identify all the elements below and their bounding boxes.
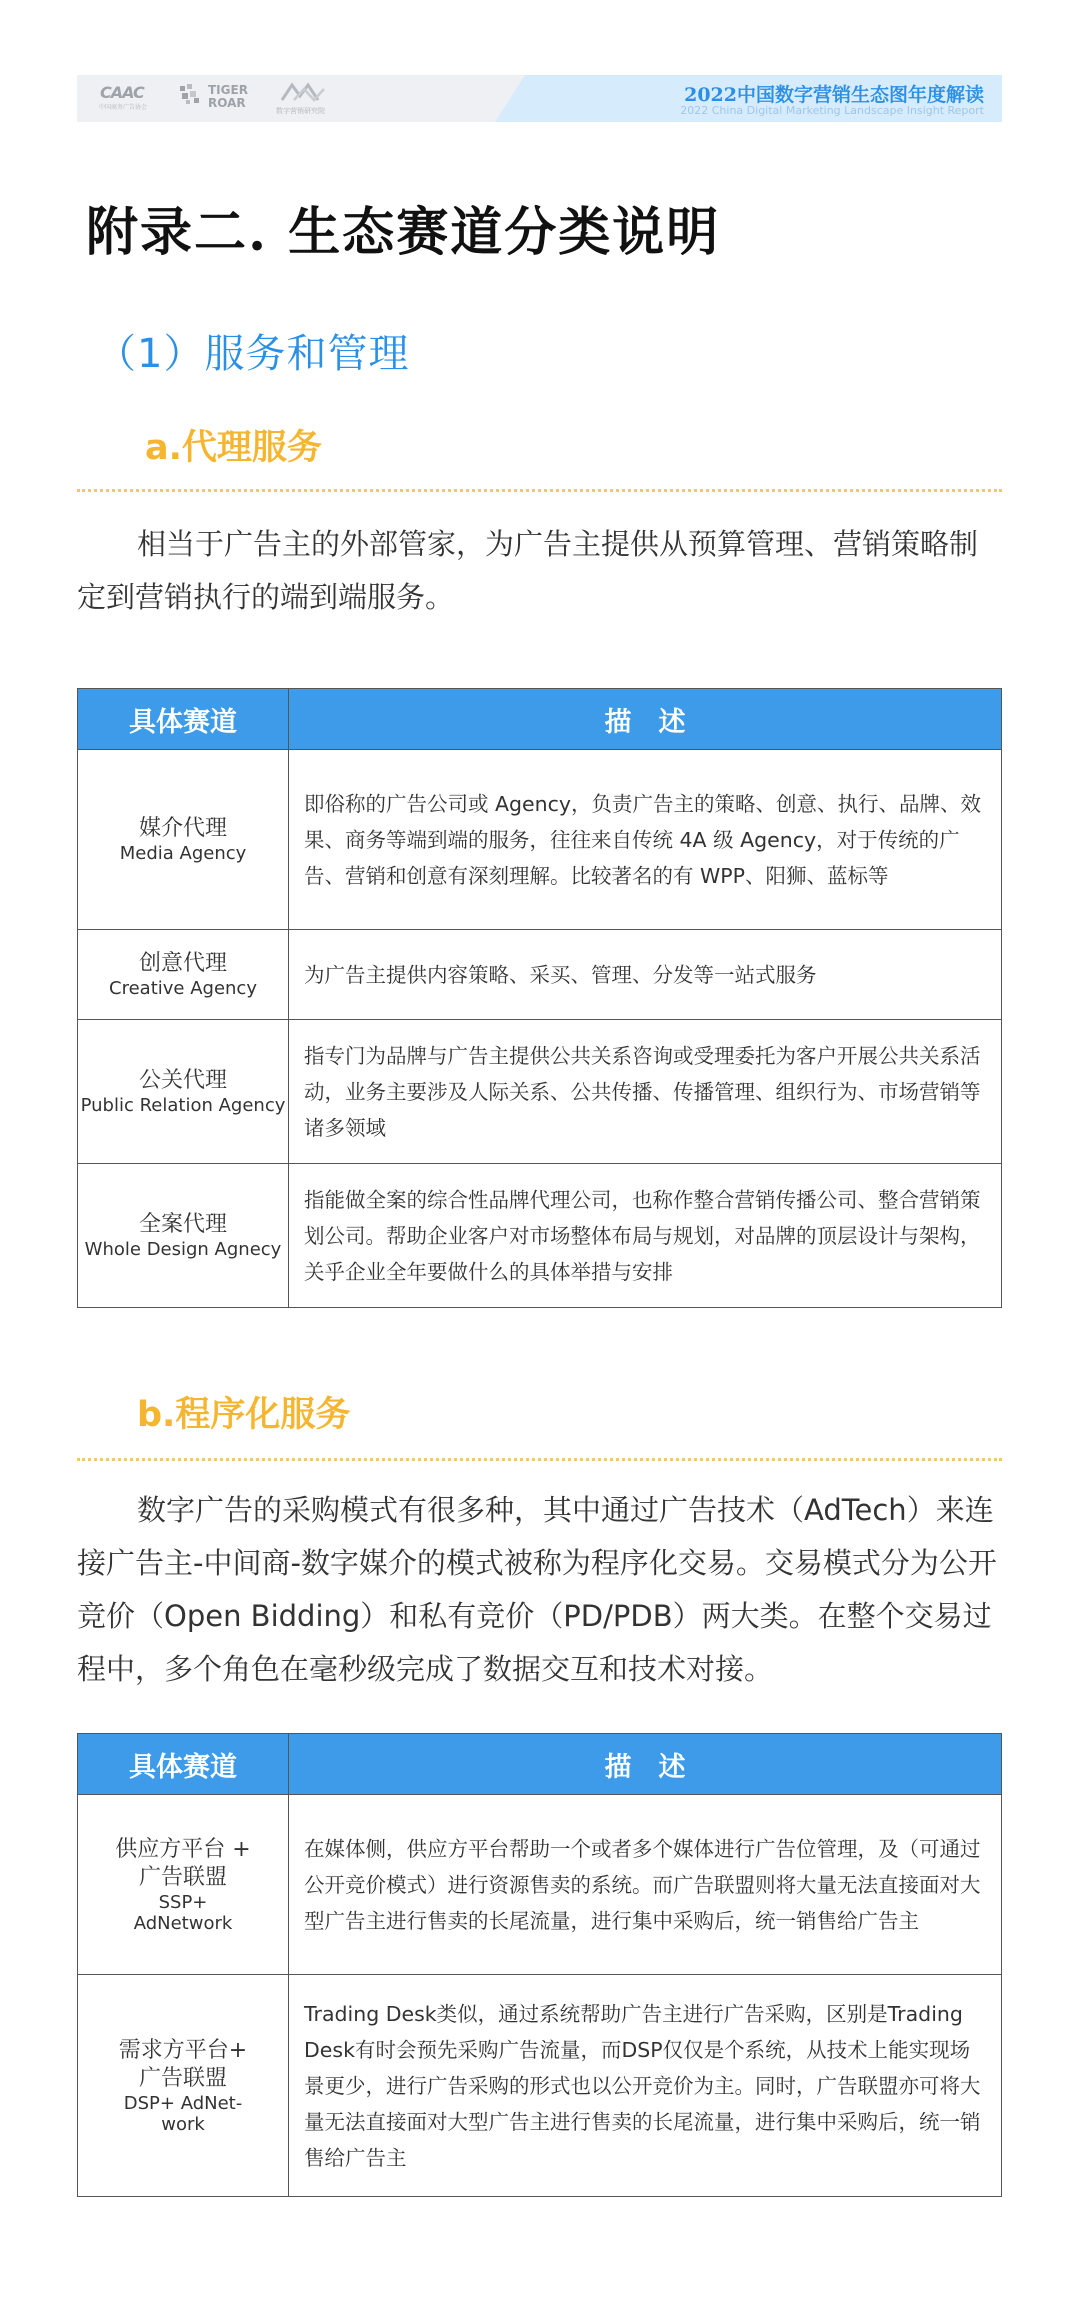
subsection-a-title: a.代理服务: [145, 428, 322, 468]
subsection-b-title: b.程序化服务: [137, 1395, 351, 1435]
track-name-en: DSP+ AdNet-work: [123, 2092, 243, 2135]
track-description: 指能做全案的综合性品牌代理公司，也称作整合营销传播公司、整合营销策划公司。帮助企业客户对市场整体布局与规划，对品牌的顶层设计与架构，关乎企业全年要做什么的具体举措与安排: [289, 1164, 1002, 1308]
track-name-cn: 需求方平台+ 广告联盟: [118, 2037, 248, 2091]
table-row: [78, 1975, 1002, 2197]
subsection-a-intro: [77, 518, 1002, 624]
tiger-roar-logo-icon: [178, 84, 202, 106]
track-name-en: Creative Agency: [109, 978, 257, 999]
track-name-en: Whole Design Agnecy: [84, 1239, 282, 1260]
table-header-row: [78, 1734, 1002, 1795]
table-header-row: [78, 689, 1002, 750]
table-row: [78, 1164, 1002, 1308]
track-name-cn: 供应方平台 + 广告联盟: [115, 1836, 251, 1890]
track-description: 指专门为品牌与广告主提供公共关系咨询或受理委托为客户开展公共关系活动，业务主要涉及人际关系、公共传播、传播管理、组织行为、市场营销等诸多领域: [289, 1020, 1002, 1164]
track-description: 在媒体侧，供应方平台帮助一个或者多个媒体进行广告位管理，及（可通过公开竞价模式）进行资源售卖的系统。而广告联盟则将大量无法直接面对大型广告主进行售卖的长尾流量，进行集中采购后，统一销售给广告主: [289, 1795, 1002, 1975]
track-cell: [78, 1020, 289, 1164]
track-cell: [78, 1795, 289, 1975]
agency-services-table: [77, 688, 1002, 1308]
section-title: （1）服务和管理: [96, 331, 410, 377]
track-name-cn: 公关代理: [138, 1068, 227, 1093]
track-description: 为广告主提供内容策略、采买、管理、分发等一站式服务: [289, 930, 1002, 1020]
track-cell: [78, 1164, 289, 1308]
track-cell: [78, 930, 289, 1020]
caac-logo-subtitle: 中国商务广告协会: [99, 104, 148, 111]
subsection-b-intro-text: 数字广告的采购模式有很多种，其中通过广告技术（AdTech）来连接广告主-中间商-数字媒介的模式被称为程序化交易。交易模式分为公开竞价（Open Bidding）和私有竞价（PD/PDB）两大类。在整个交易过程中，多个角色在毫秒级完成了数据交互和技术对接。: [77, 1493, 997, 1686]
report-title: 2022中国数字营销生态图年度解读: [684, 84, 984, 106]
dotted-divider: [77, 489, 1002, 492]
tiger-roar-logo: TIGER ROAR: [208, 83, 248, 110]
track-name-cn: 全案代理: [138, 1212, 227, 1237]
track-name-en: Media Agency: [119, 843, 247, 864]
mx-logo-icon: [280, 82, 328, 102]
subsection-a-intro-text: 相当于广告主的外部管家，为广告主提供从预算管理、营销策略制定到营销执行的端到端服务。: [77, 527, 979, 614]
track-cell: [78, 1975, 289, 2197]
track-name-en: SSP+ AdNetwork: [133, 1891, 233, 1934]
table-row: [78, 930, 1002, 1020]
track-description: 即俗称的广告公司或 Agency，负责广告主的策略、创意、执行、品牌、效果、商务等端到端的服务，往往来自传统 4A 级 Agency，对于传统的广告、营销和创意有深刻理解。比较著名的有 WPP、阳狮、蓝标等: [289, 750, 1002, 930]
track-name-cn: 创意代理: [138, 951, 227, 976]
track-cell: [78, 750, 289, 930]
mx-logo-subtitle: 数字营销研究院: [276, 107, 325, 115]
column-header-description: 描 述: [289, 1734, 1002, 1795]
table-row: [78, 1020, 1002, 1164]
track-description: Trading Desk类似，通过系统帮助广告主进行广告采购，区别是Trading Desk有时会预先采购广告流量，而DSP仅仅是个系统，从技术上能实现场景更少，进行广告采购的形式也以公开竞价为主。同时，广告联盟亦可将大量无法直接面对大型广告主进行售卖的长尾流量，进行集中采购后，统一销售给广告主: [289, 1975, 1002, 2197]
page-title: 附录二. 生态赛道分类说明: [86, 202, 721, 263]
table-row: [78, 750, 1002, 930]
report-subtitle: 2022 China Digital Marketing Landscape Insight Report: [680, 104, 984, 117]
table-row: [78, 1795, 1002, 1975]
track-name-cn: 媒介代理: [138, 816, 227, 841]
caac-logo: CAAC: [100, 83, 144, 102]
column-header-track: 具体赛道: [78, 689, 289, 750]
track-name-en: Public Relation Agency: [80, 1095, 286, 1116]
dotted-divider: [77, 1458, 1002, 1461]
programmatic-services-table: [77, 1733, 1002, 2197]
column-header-description: 描 述: [289, 689, 1002, 750]
subsection-b-intro: [77, 1484, 1002, 1696]
column-header-track: 具体赛道: [78, 1734, 289, 1795]
